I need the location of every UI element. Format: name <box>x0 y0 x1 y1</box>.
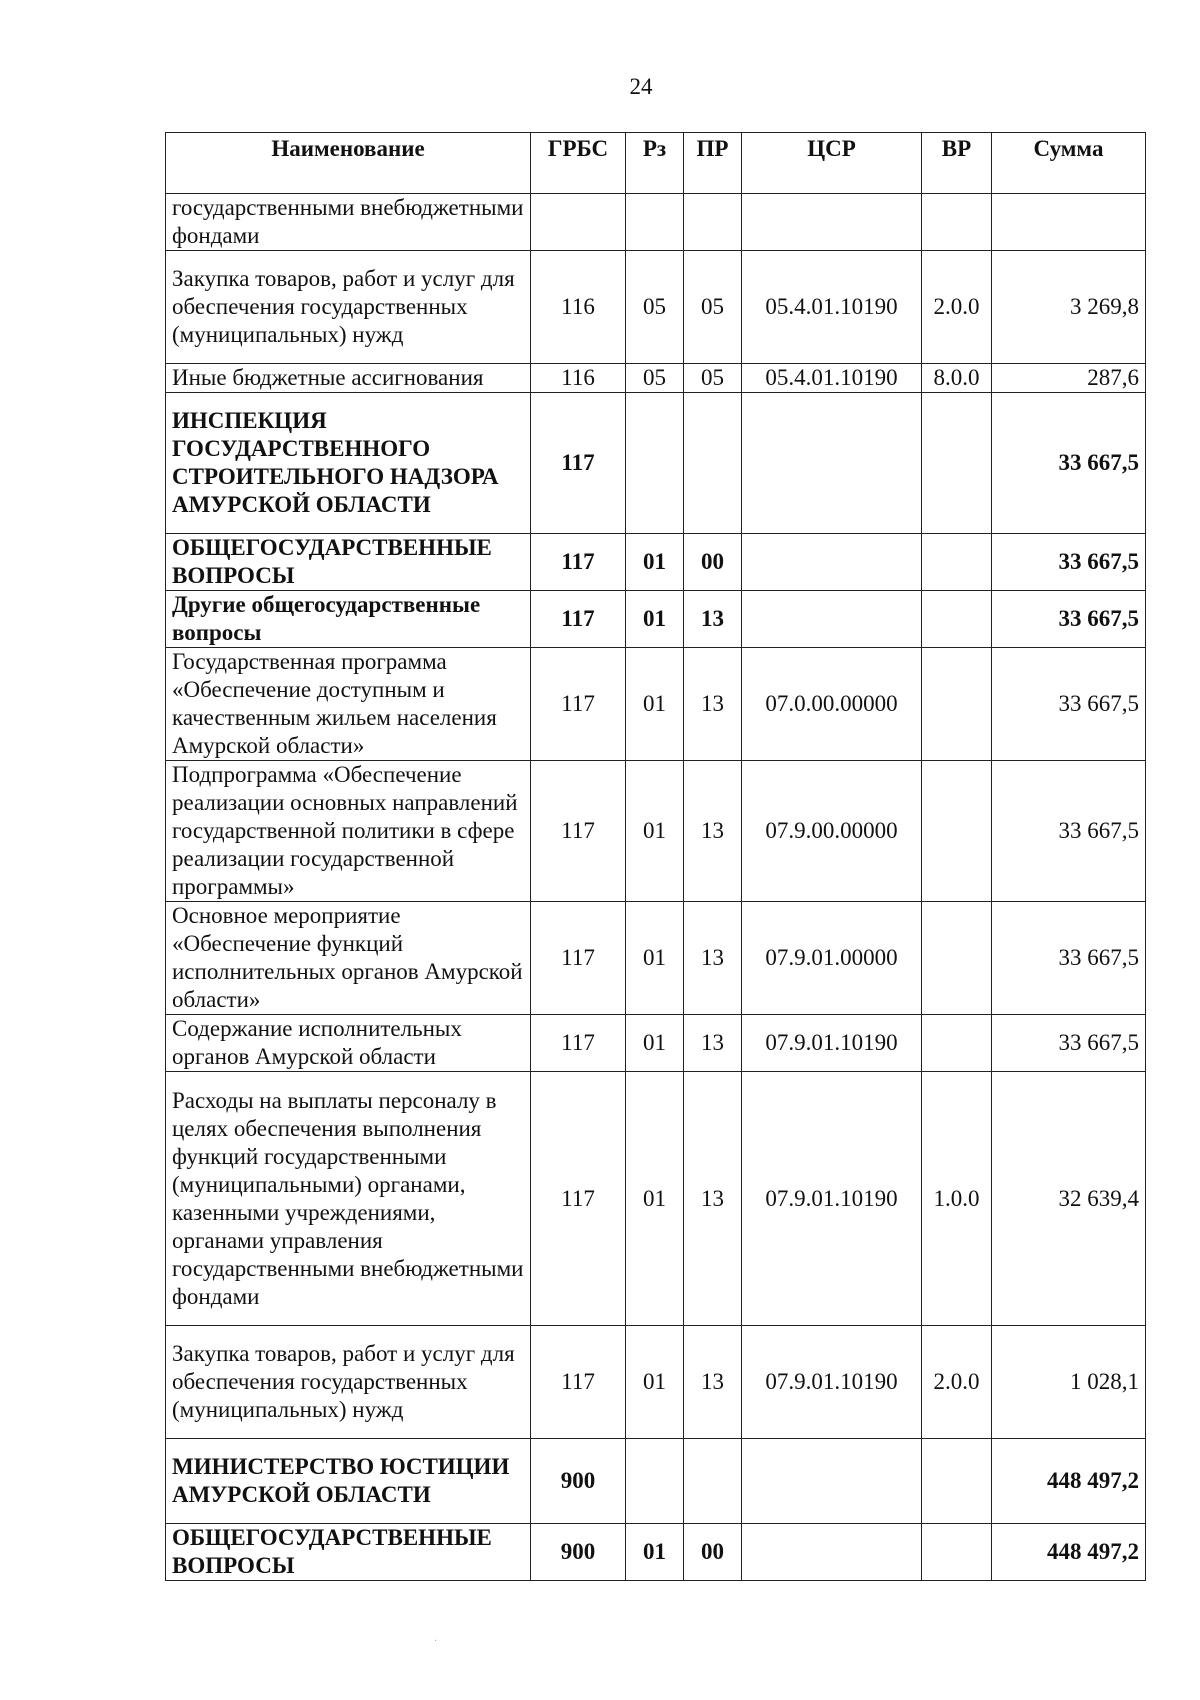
row-csr <box>742 194 922 251</box>
row-sum: 448 497,2 <box>992 1439 1146 1524</box>
row-rz: 01 <box>626 1015 684 1072</box>
row-grbs: 117 <box>531 591 626 648</box>
row-name: ОБЩЕГОСУДАРСТВЕННЫЕ ВОПРОСЫ <box>166 534 531 591</box>
header-sum: Сумма <box>992 133 1146 194</box>
row-pr: 13 <box>684 1015 742 1072</box>
row-rz: 01 <box>626 1524 684 1581</box>
row-grbs: 117 <box>531 902 626 1015</box>
row-grbs <box>531 194 626 251</box>
row-pr <box>684 393 742 534</box>
header-vr: ВР <box>922 133 992 194</box>
budget-table <box>165 132 1146 1581</box>
row-grbs: 900 <box>531 1439 626 1524</box>
row-rz: 01 <box>626 761 684 902</box>
row-sum: 33 667,5 <box>992 648 1146 761</box>
row-pr: 13 <box>684 902 742 1015</box>
row-sum: 448 497,2 <box>992 1524 1146 1581</box>
row-vr <box>922 194 992 251</box>
row-csr: 07.9.01.10190 <box>742 1015 922 1072</box>
row-rz: 01 <box>626 591 684 648</box>
row-sum: 33 667,5 <box>992 761 1146 902</box>
row-csr <box>742 534 922 591</box>
row-csr <box>742 1439 922 1524</box>
row-grbs: 900 <box>531 1524 626 1581</box>
row-name: Основное мероприятие «Обеспечение функций исполнительных органов Амурской области» <box>166 902 531 1015</box>
row-name: Подпрограмма «Обеспечение реализации основных направлений государственной политики в сфере реализации государственной программы» <box>166 761 531 902</box>
table-row <box>166 591 1146 648</box>
row-grbs: 117 <box>531 761 626 902</box>
header-name: Наименование <box>166 133 531 194</box>
row-grbs: 117 <box>531 648 626 761</box>
row-name: Другие общегосударственные вопросы <box>166 591 531 648</box>
row-csr: 07.9.01.00000 <box>742 902 922 1015</box>
row-vr <box>922 534 992 591</box>
row-sum: 33 667,5 <box>992 534 1146 591</box>
table-row <box>166 1015 1146 1072</box>
row-rz <box>626 393 684 534</box>
row-sum: 33 667,5 <box>992 393 1146 534</box>
table-row <box>166 1072 1146 1326</box>
row-name: Государственная программа «Обеспечение доступным и качественным жильем населения Амурской области» <box>166 648 531 761</box>
row-vr: 1.0.0 <box>922 1072 992 1326</box>
table-row <box>166 761 1146 902</box>
row-vr: 2.0.0 <box>922 1326 992 1439</box>
row-pr: 05 <box>684 364 742 393</box>
row-rz: 01 <box>626 648 684 761</box>
row-grbs: 117 <box>531 393 626 534</box>
row-sum: 32 639,4 <box>992 1072 1146 1326</box>
row-sum <box>992 194 1146 251</box>
row-name: государственными внебюджетными фондами <box>166 194 531 251</box>
row-sum: 33 667,5 <box>992 591 1146 648</box>
table-header-row <box>166 133 1146 194</box>
row-name: ОБЩЕГОСУДАРСТВЕННЫЕ ВОПРОСЫ <box>166 1524 531 1581</box>
row-pr <box>684 194 742 251</box>
table-row <box>166 534 1146 591</box>
table-row <box>166 1326 1146 1439</box>
row-vr <box>922 648 992 761</box>
row-rz: 05 <box>626 364 684 393</box>
row-sum: 3 269,8 <box>992 251 1146 364</box>
row-rz: 01 <box>626 1072 684 1326</box>
row-sum: 33 667,5 <box>992 902 1146 1015</box>
row-csr <box>742 591 922 648</box>
row-rz: 01 <box>626 1326 684 1439</box>
row-csr: 07.9.01.10190 <box>742 1072 922 1326</box>
row-csr: 07.0.00.00000 <box>742 648 922 761</box>
row-csr <box>742 393 922 534</box>
row-grbs: 117 <box>531 1326 626 1439</box>
table-row <box>166 902 1146 1015</box>
row-name: Расходы на выплаты персоналу в целях обеспечения выполнения функций государственными (муниципальными) органами, казенными учреждениями, органами управления государственными внебюджетными фондами <box>166 1072 531 1326</box>
header-csr: ЦСР <box>742 133 922 194</box>
row-vr <box>922 902 992 1015</box>
row-pr: 05 <box>684 251 742 364</box>
row-vr <box>922 393 992 534</box>
row-pr: 00 <box>684 534 742 591</box>
row-pr: 13 <box>684 1326 742 1439</box>
row-grbs: 116 <box>531 251 626 364</box>
row-vr: 8.0.0 <box>922 364 992 393</box>
row-rz <box>626 1439 684 1524</box>
row-csr: 05.4.01.10190 <box>742 251 922 364</box>
row-vr <box>922 1015 992 1072</box>
row-grbs: 117 <box>531 1072 626 1326</box>
table-row <box>166 393 1146 534</box>
row-csr: 07.9.01.10190 <box>742 1326 922 1439</box>
row-pr <box>684 1439 742 1524</box>
row-rz: 01 <box>626 534 684 591</box>
row-vr <box>922 1439 992 1524</box>
row-grbs: 117 <box>531 534 626 591</box>
row-name: МИНИСТЕРСТВО ЮСТИЦИИ АМУРСКОЙ ОБЛАСТИ <box>166 1439 531 1524</box>
row-grbs: 116 <box>531 364 626 393</box>
row-sum: 287,6 <box>992 364 1146 393</box>
row-rz: 01 <box>626 902 684 1015</box>
row-vr: 2.0.0 <box>922 251 992 364</box>
row-csr: 05.4.01.10190 <box>742 364 922 393</box>
table-row <box>166 364 1146 393</box>
row-pr: 13 <box>684 648 742 761</box>
row-csr <box>742 1524 922 1581</box>
table-row <box>166 1524 1146 1581</box>
row-name: ИНСПЕКЦИЯ ГОСУДАРСТВЕННОГО СТРОИТЕЛЬНОГО НАДЗОРА АМУРСКОЙ ОБЛАСТИ <box>166 393 531 534</box>
row-vr <box>922 761 992 902</box>
row-pr: 13 <box>684 1072 742 1326</box>
header-rz: Рз <box>626 133 684 194</box>
page-number: 24 <box>629 74 653 99</box>
row-rz <box>626 194 684 251</box>
row-vr <box>922 1524 992 1581</box>
row-name: Закупка товаров, работ и услуг для обеспечения государственных (муниципальных) нужд <box>166 1326 531 1439</box>
row-rz: 05 <box>626 251 684 364</box>
table-row <box>166 251 1146 364</box>
table-row <box>166 648 1146 761</box>
row-name: Содержание исполнительных органов Амурской области <box>166 1015 531 1072</box>
row-vr <box>922 591 992 648</box>
row-sum: 1 028,1 <box>992 1326 1146 1439</box>
row-csr: 07.9.00.00000 <box>742 761 922 902</box>
scan-speck: · <box>434 1636 438 1647</box>
row-name: Закупка товаров, работ и услуг для обеспечения государственных (муниципальных) нужд <box>166 251 531 364</box>
row-grbs: 117 <box>531 1015 626 1072</box>
row-sum: 33 667,5 <box>992 1015 1146 1072</box>
header-pr: ПР <box>684 133 742 194</box>
row-pr: 13 <box>684 591 742 648</box>
table-row <box>166 194 1146 251</box>
row-name: Иные бюджетные ассигнования <box>166 364 531 393</box>
table-row <box>166 1439 1146 1524</box>
row-pr: 00 <box>684 1524 742 1581</box>
row-pr: 13 <box>684 761 742 902</box>
header-grbs: ГРБС <box>531 133 626 194</box>
